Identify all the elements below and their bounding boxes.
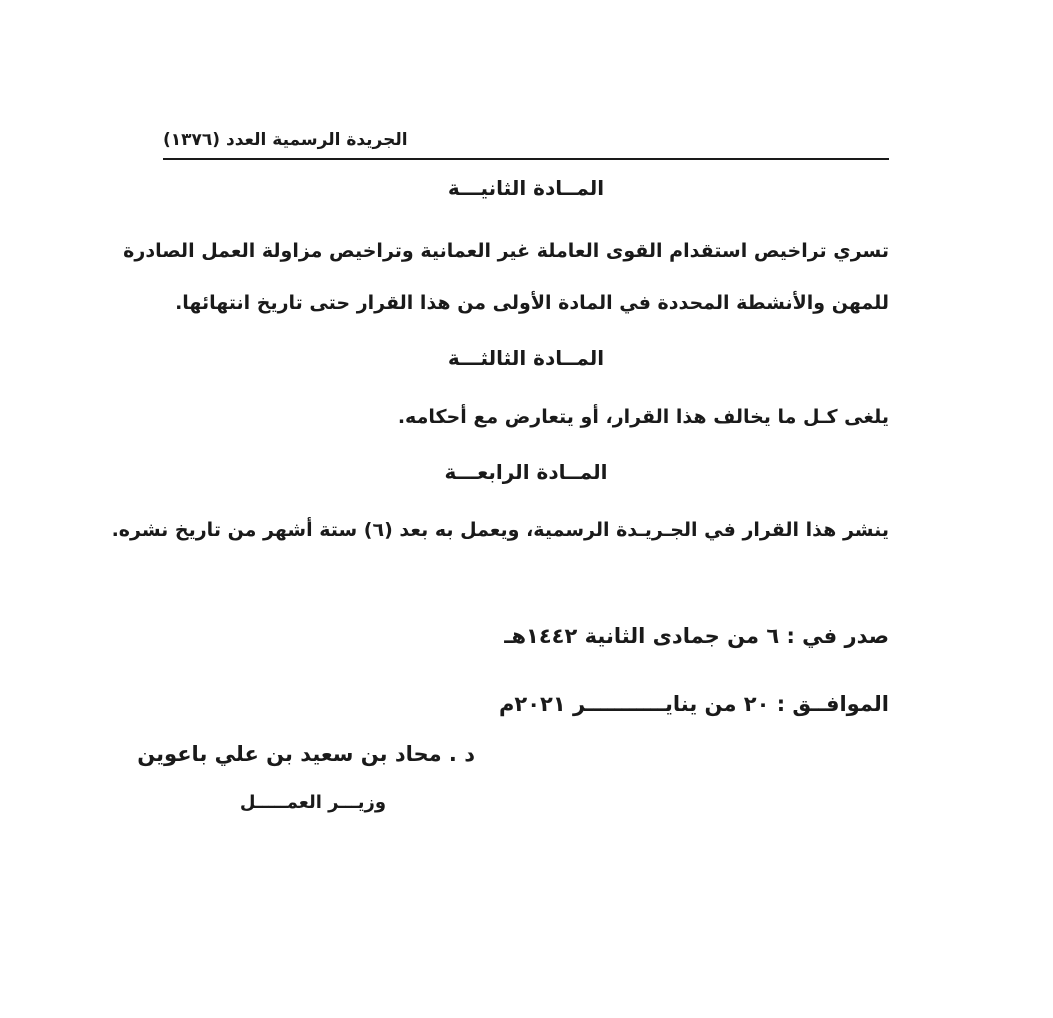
article-four-line-1: ينشر هذا القرار في الجـريـدة الرسمية، ويعمل به بعد (٦) ستة أشهر من تاريخ نشره. <box>111 519 889 541</box>
issued-hijri-date: صدر في : ٦ من جمادى الثانية ١٤٤٢هـ <box>504 624 889 648</box>
signatory-title: وزيـــر العمـــــل <box>239 792 387 813</box>
signatory-name: د . محاد بن سعيد بن علي باعوين <box>137 742 475 766</box>
article-four-heading: المــادة الرابعـــة <box>444 460 608 484</box>
article-two-heading: المــادة الثانيـــة <box>447 176 605 200</box>
gazette-header <box>163 128 889 160</box>
issued-gregorian-date: الموافــق : ٢٠ من ينايـــــــــــر ٢٠٢١م <box>498 692 889 716</box>
article-two-line-2: للمهن والأنشطة المحددة في المادة الأولى من هذا القرار حتى تاريخ انتهائها. <box>175 292 889 314</box>
article-two-line-1: تسري تراخيص استقدام القوى العاملة غير العمانية وتراخيص مزاولة العمل الصادرة <box>123 240 889 262</box>
gazette-header-title: الجريدة الرسمية العدد (١٣٧٦) <box>163 130 408 150</box>
article-three-line-1: يلغى كـل ما يخالف هذا القرار، أو يتعارض مع أحكامه. <box>397 406 889 428</box>
article-three-heading: المــادة الثالثـــة <box>447 346 605 370</box>
